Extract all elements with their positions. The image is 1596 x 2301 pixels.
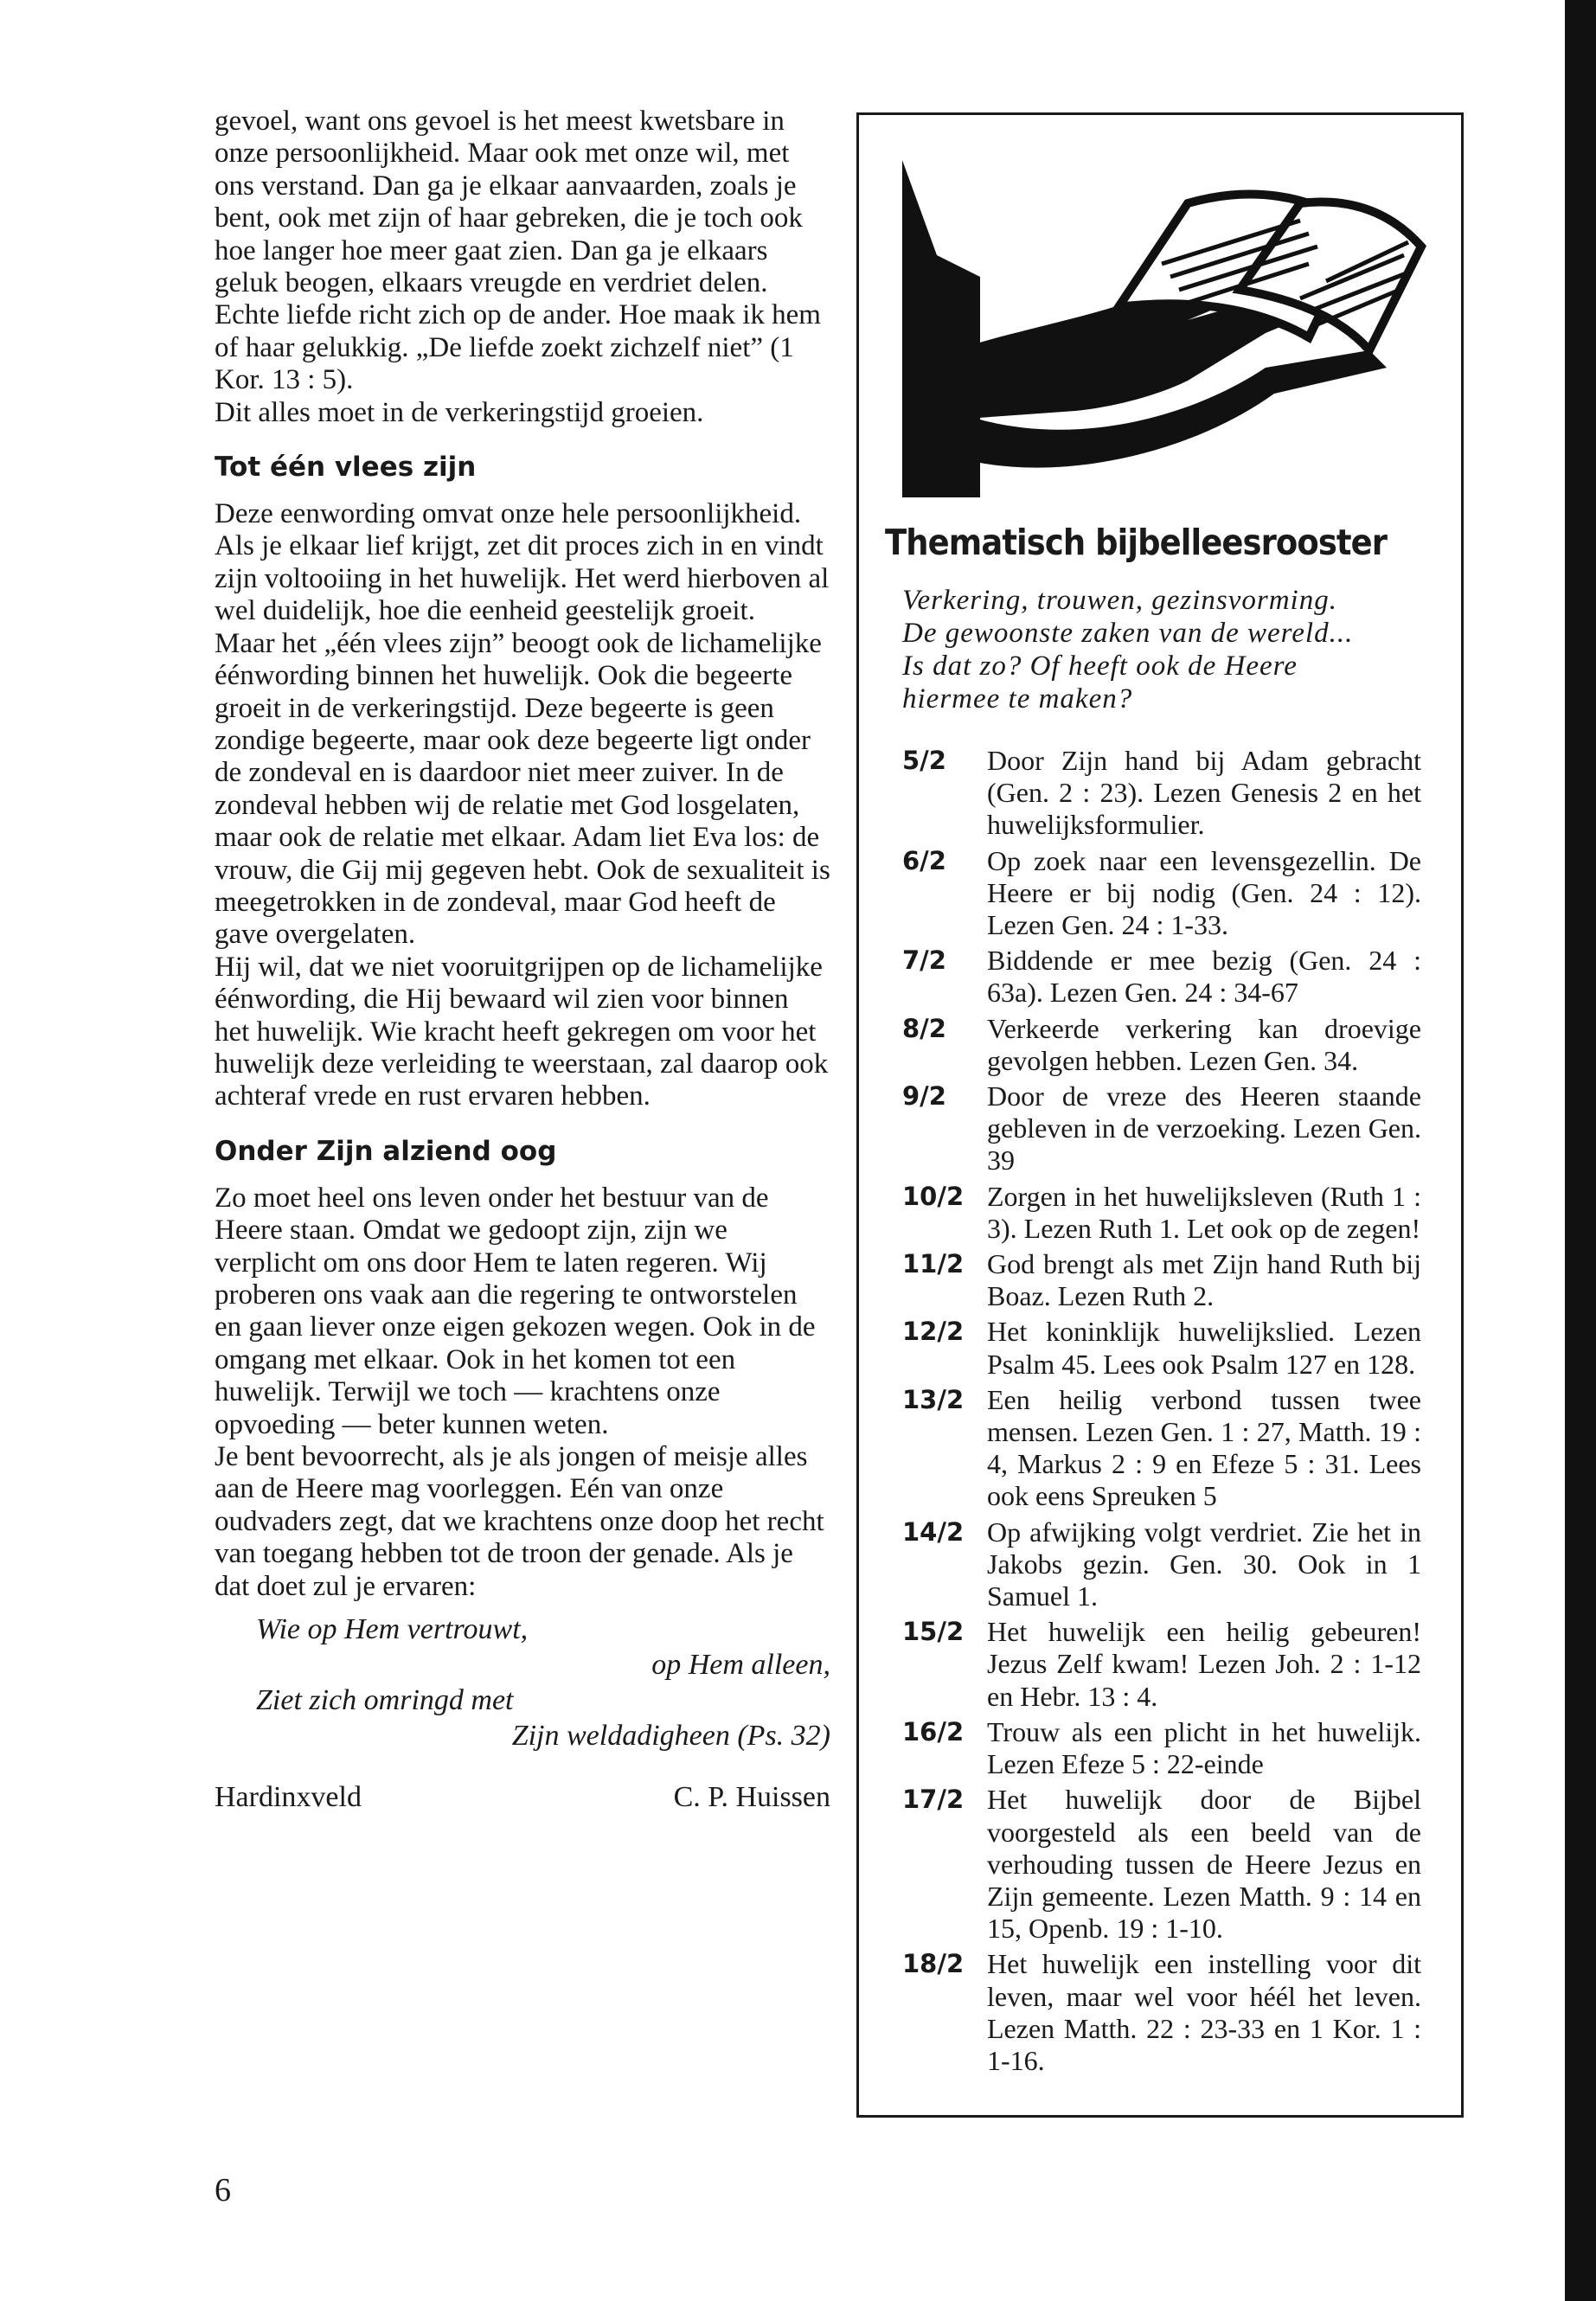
schedule-subtitle: [902, 584, 1439, 715]
hand-on-bible-illustration: [902, 134, 1432, 497]
entry-text: Zorgen in het huwelijksleven (Ruth 1 : 3). Lezen Ruth 1. Let ook op de zegen!: [987, 1180, 1421, 1244]
entry-text: Het koninklijk huwelijkslied. Lezen Psalm 45. Lees ook Psalm 127 en 128.: [987, 1316, 1421, 1380]
poem-line: Ziet zich omringd met: [256, 1684, 514, 1717]
entry-date: 8/2: [902, 1013, 946, 1043]
place-name: Hardinxveld: [215, 1781, 362, 1814]
intro-paragraph: gevoel, want ons gevoel is het meest kwetsbare in onze persoonlijkheid. Maar ook met onze wil, met ons verstand. Dan ga je elkaar aanvaarden, zoals je bent, ook met zijn of haar gebreken, die je toch ook hoe langer hoe meer gaat zien. Dan ga je elkaars geluk beogen, elkaars vreugde en verdriet delen. Echte liefde richt zich op de ander. Hoe maak ik hem of haar gelukkig. „De liefde zoekt zichzelf niet” (1 Kor. 13 : 5).: [215, 106, 821, 396]
poem-line: op Hem alleen,: [651, 1649, 830, 1682]
entry-date: 6/2: [902, 845, 946, 875]
entry-text: Op zoek naar een levensgezellin. De Heere er bij nodig (Gen. 24 : 12). Lezen Gen. 24 : 1-33.: [987, 844, 1421, 941]
entry-text: Het huwelijk een heilig gebeuren! Jezus Zelf kwam! Lezen Joh. 2 : 1-12 en Hebr. 13 : 4.: [987, 1616, 1421, 1712]
section1-paragraph-2: Maar het „één vlees zijn” beoogt ook de lichamelijke éénwording binnen het huwelijk. Ook die begeerte groeit in de verkeringstijd. Deze begeerte is geen zondige begeerte, maar ook deze begeerte ligt onder de zondeval en is daardoor niet meer zuiver. In de zondeval hebben wij de relatie met God losgelaten, maar ook de relatie met elkaar. Adam liet Eva los: de vrouw, die Gij mij gegeven hebt. Ook de sexualiteit is meegetrokken in de zondeval, maar God heeft de gave overgelaten.: [215, 627, 830, 951]
entry-date: 14/2: [902, 1516, 965, 1547]
schedule-entry: [902, 1384, 1421, 1513]
entry-text: Door Zijn hand bij Adam gebracht (Gen. 2 : 23). Lezen Genesis 2 en het huwelijksformulier.: [987, 745, 1421, 841]
subtitle-line: hiermee te maken?: [902, 683, 1133, 715]
entry-date: 12/2: [902, 1317, 965, 1347]
schedule-entry: [902, 1948, 1421, 2077]
entry-date: 5/2: [902, 746, 946, 775]
reading-schedule-box: [856, 112, 1464, 2118]
entry-date: 13/2: [902, 1384, 965, 1414]
schedule-entry: [902, 745, 1421, 842]
entry-date: 11/2: [902, 1249, 965, 1279]
article-column: [215, 106, 830, 1814]
schedule-entry: [902, 1716, 1421, 1780]
subtitle-line: Verkering, trouwen, gezinsvorming.: [902, 585, 1337, 616]
entry-text: God brengt als met Zijn hand Ruth bij Boaz. Lezen Ruth 2.: [987, 1248, 1421, 1312]
schedule-entry: [902, 1248, 1421, 1312]
section-heading-all-seeing-eye: Onder Zijn alziend oog: [215, 1135, 557, 1167]
entry-text: Biddende er mee bezig (Gen. 24 : 63a). Lezen Gen. 24 : 34-67: [987, 945, 1421, 1009]
subtitle-line: Is dat zo? Of heeft ook de Heere: [902, 651, 1298, 682]
schedule-entry: [902, 945, 1421, 1009]
schedule-entry: [902, 845, 1421, 942]
schedule-title: Thematisch bijbelleesrooster: [885, 522, 1388, 563]
signature-line: [215, 1781, 830, 1814]
entry-date: 17/2: [902, 1785, 965, 1815]
schedule-entry: [902, 1616, 1421, 1713]
entry-text: Door de vreze des Heeren staande gebleven in de verzoeking. Lezen Gen. 39: [987, 1080, 1421, 1176]
entry-date: 9/2: [902, 1081, 946, 1112]
poem-line: Zijn weldadigheen (Ps. 32): [511, 1720, 830, 1753]
schedule-entry: [902, 1516, 1421, 1613]
psalm-quote: [215, 1612, 830, 1753]
entry-text: Een heilig verbond tussen twee mensen. Lezen Gen. 1 : 27, Matth. 19 : 4, Markus 2 : 9 en Efeze 5 : 31. Lees ook eens Spreuken 5: [987, 1383, 1421, 1512]
subtitle-line: De gewoonste zaken van de wereld...: [902, 618, 1354, 649]
entry-text: Het huwelijk door de Bijbel voorgesteld als een beeld van de verhouding tussen de Heere Jezus en Zijn gemeente. Lezen Matth. 9 : 14 en 15, Openb. 19 : 1-10.: [987, 1784, 1421, 1945]
section2-paragraph-2: Je bent bevoorrecht, als je als jongen of meisje alles aan de Heere mag voorleggen. Eén van onze oudvaders zegt, dat we krachtens onze doop het recht van toegang hebben tot de troon der genade. Als je dat doet zul je ervaren:: [215, 1441, 824, 1602]
section1-paragraph-1: Deze eenwording omvat onze hele persoonlijkheid. Als je elkaar lief krijgt, zet dit proces zich in en vindt zijn voltooiing in het huwelijk. Het werd hierboven al wel duidelijk, hoe die eenheid geestelijk groeit.: [215, 498, 830, 627]
page-number: 6: [215, 2172, 231, 2208]
section-heading-one-flesh: Tot één vlees zijn: [215, 452, 477, 484]
schedule-entry: [902, 1080, 1421, 1177]
entry-text: Het huwelijk een instelling voor dit leven, maar wel voor héél het leven. Lezen Matth. 22 : 23-33 en 1 Kor. 1 : 1-16.: [987, 1948, 1421, 2076]
schedule-entry: [902, 1316, 1421, 1380]
entry-date: 7/2: [902, 945, 946, 976]
entry-text: Trouw als een plicht in het huwelijk. Lezen Efeze 5 : 22-einde: [987, 1715, 1421, 1780]
schedule-entry: [902, 1013, 1421, 1077]
entry-date: 10/2: [902, 1181, 965, 1211]
entry-date: 15/2: [902, 1617, 965, 1647]
author-name: C. P. Huissen: [673, 1781, 830, 1814]
entry-date: 18/2: [902, 1949, 965, 1979]
intro-last-line: Dit alles moet in de verkeringstijd groeien.: [215, 396, 704, 428]
page-edge-bar: [1565, 0, 1596, 2301]
entry-text: Op afwijking volgt verdriet. Zie het in Jakobs gezin. Gen. 30. Ook in 1 Samuel 1.: [987, 1516, 1421, 1612]
entry-text: Verkeerde verkering kan droevige gevolgen hebben. Lezen Gen. 34.: [987, 1012, 1421, 1076]
schedule-entry: [902, 1181, 1421, 1245]
schedule-entry: [902, 1784, 1421, 1945]
entry-date: 16/2: [902, 1716, 965, 1747]
schedule-list: [902, 745, 1421, 2080]
poem-line: Wie op Hem vertrouwt,: [256, 1613, 529, 1646]
section2-paragraph-1: Zo moet heel ons leven onder het bestuur van de Heere staan. Omdat we gedoopt zijn, zijn we verplicht om ons door Hem te laten regeren. Wij proberen ons vaak aan die regering te ontworstelen en gaan liever onze eigen gekozen wegen. Ook in de omgang met elkaar. Ook in het komen tot een huwelijk. Terwijl we toch — krachtens onze opvoeding — beter kunnen weten.: [215, 1182, 816, 1440]
section1-paragraph-3: Hij wil, dat we niet vooruitgrijpen op de lichamelijke éénwording, die Hij bewaard wil zien voor binnen het huwelijk. Wie kracht heeft gekregen om voor het huwelijk deze verleiding te weerstaan, zal daarop ook achteraf vrede en rust ervaren hebben.: [215, 951, 829, 1112]
